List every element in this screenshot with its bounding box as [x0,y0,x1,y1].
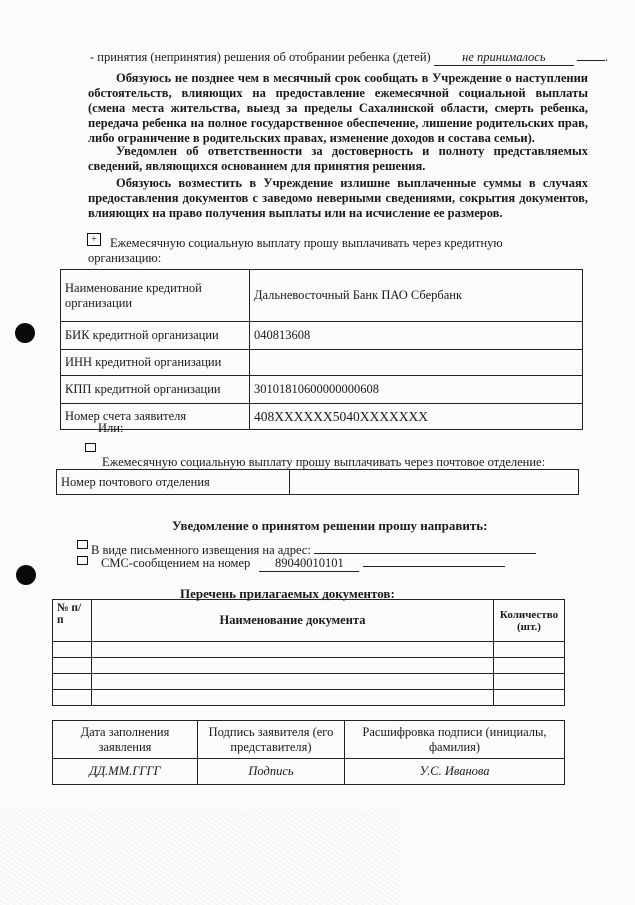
credit-value-inn [250,350,583,376]
scan-noise [0,810,400,905]
post-label: Номер почтового отделения [57,470,290,495]
docs-header-qty: Количество (шт.) [494,600,565,642]
notify-sms-checkbox[interactable] [77,556,88,565]
credit-value-kpp: 30101810600000000608 [250,376,583,404]
credit-table [60,269,583,430]
docs-row [53,674,565,690]
credit-label-kpp: КПП кредитной организации [61,376,250,404]
post-option-label: Ежемесячную социальную выплату прошу выплачивать через почтовое отделение: [102,455,546,469]
credit-label-inn: ИНН кредитной организации [61,350,250,376]
punch-hole-top [15,323,35,343]
or-label: Или: [98,421,124,435]
docs-table [52,599,565,706]
decision-line: - принятия (непринятия) решения об отобрании ребенка (детей) не принималось . [90,50,609,64]
sign-header-name: Расшифровка подписи (инициалы, фамилия) [345,721,565,759]
post-value [290,470,579,495]
credit-value-account: 408XXXXXX5040XXXXXXX [250,404,583,430]
credit-value-name: Дальневосточный Банк ПАО Сбербанк [250,270,583,322]
obligation-notify: Обязуюсь не позднее чем в месячный срок сообщать в Учреждение о наступлении обстоятельств, влияющих на предоставление ежемесячной социальной выплаты (смена места жительства, выезд за пределы Сахалинской области, смерть ребенка, передача ребенка на полное государственное обеспечение, лишение родительских прав, либо ограничение в родительских правах, изменение доходов и состава семьи). [88,71,588,145]
notify-letter-checkbox[interactable] [77,540,88,549]
obligation-refund: Обязуюсь возместить в Учреждение излишне выплаченные суммы в случаях предоставления документов с заведомо неверными сведениями, сокрытия документов, влияющих на право получения выплаты или на исчисление ее размеров. [88,176,588,220]
credit-label-bik: БИК кредитной организации [61,322,250,350]
credit-label-name: Наименование кредитной организации [61,270,250,322]
credit-option-label: Ежемесячную социальную выплату прошу выплачивать через кредитную организацию: [88,236,503,265]
punch-hole-bottom [16,565,36,585]
decision-value: не принималось [434,50,574,66]
docs-header-num: № п/п [53,600,92,642]
credit-checkbox[interactable]: + [87,233,101,246]
docs-row [53,690,565,706]
sign-name-value: У.С. Иванова [345,759,565,785]
credit-value-bik: 040813608 [250,322,583,350]
docs-row [53,658,565,674]
post-checkbox[interactable] [85,443,96,452]
sign-signature-value: Подпись [198,759,345,785]
notify-phone: 89040010101 [259,556,359,572]
notify-title: Уведомление о принятом решении прошу направить: [172,518,488,533]
credit-label-account: Номер счета заявителя [61,404,250,430]
docs-row [53,642,565,658]
post-table [56,469,579,495]
signature-table [52,720,565,785]
sign-header-date: Дата заполнения заявления [53,721,198,759]
notify-address [314,541,536,554]
notify-sms-label: СМС-сообщением на номер 89040010101 [101,556,505,572]
docs-header-name: Наименование документа [92,600,494,642]
docs-title: Перечень прилагаемых документов: [180,586,395,601]
notify-letter-label: В виде письменного извещения на адрес: [91,541,536,558]
sign-date-value: ДД.ММ.ГГГГ [53,759,198,785]
obligation-responsibility: Уведомлен об ответственности за достоверность и полноту представляемых сведений, являющихся основанием для принятия решения. [88,144,588,173]
sign-header-signature: Подпись заявителя (его представителя) [198,721,345,759]
